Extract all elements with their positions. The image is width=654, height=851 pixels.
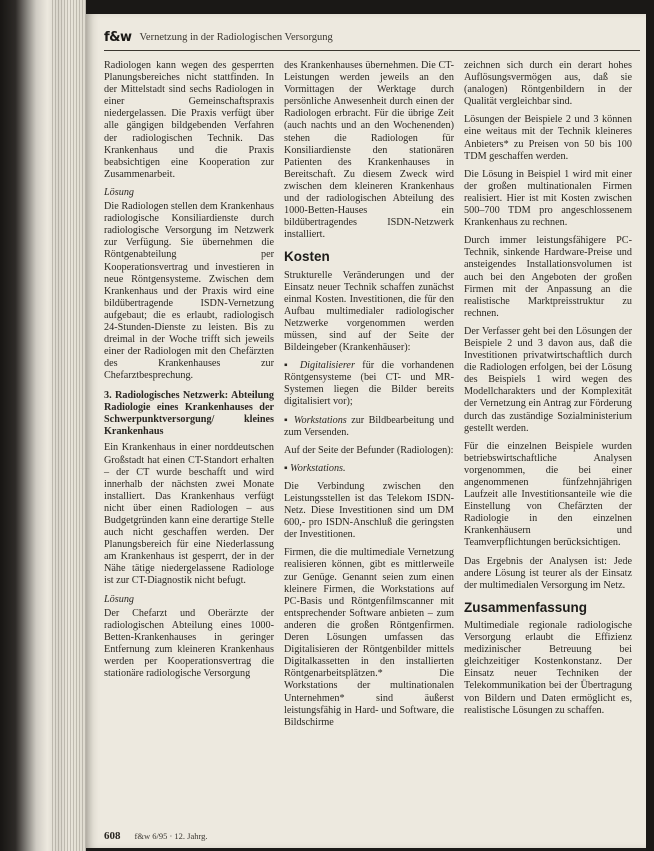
bullet-icon: ▪ [284,414,294,426]
bullet-label: Workstations [293,414,347,426]
bullet-item [284,360,454,408]
paragraph: Die Radiologen stellen dem Krankenhaus radiologische Konsiliardienste durch radiologische Versorgung im Netzwerk zur Verfügung. Sie übernehmen die Röntgenabteilung per Kooperationsvertrag und investieren in neue Röntgensysteme. Zwischen dem Krankenhaus und der Praxis wird eine bildübertragende ISDN-Vernetzung aufgebaut; die es erlaubt, radiologisch 24-Stunden-Dienste zu leisten. Bis zu dreimal in der Woche trifft sich jeweils einer der Radiologen mit den Chefärzten des Krankenhauses zur Chefarztbesprechung. [104,201,274,382]
header-title: Vernetzung in der Radiologischen Versorgung [139,31,333,43]
background-right-edge [646,0,654,851]
paragraph: Ein Krankenhaus in einer norddeutschen Großstadt hat einen CT-Standort erhalten – der CT wurde beschafft und wird innerhalb der nächsten zwei Monate installiert. Das Krankenhaus verfügt nicht über einen Radiologen – aus Budgetgründen kann eine derartige Stelle auch nicht geschaffen werden. Der Planungsbereich für eine Niederlassung am Krankenhaus ist gesperrt, der in der Nähe tätige niedergelassene Radiologe ist zur CT-Diagnostik nicht befugt. [104,442,274,587]
paragraph: Durch immer leistungsfähigere PC-Technik, sinkende Hardware-Preise und ansteigendes Installationsvolumen ist auch bei den Angeboten der großen Firmen mit der Anpassung an die realistische Marktpreisstruktur zu rechnen. [464,235,632,319]
column-1 [104,60,274,686]
page-edges [52,0,88,851]
header-rule [104,50,640,51]
paragraph: Der Chefarzt und Oberärzte der radiologischen Abteilung eines 1000-Betten-Krankenhauses in geringer Entfernung zum kleineren Krankenhaus werden per Kooperationsvertrag die stationäre radiologische Versorgung [104,607,274,680]
column-3 [464,60,632,723]
bullet-icon: ▪ [284,462,291,474]
column-2 [284,60,454,735]
paragraph: Die Verbindung zwischen den Leistungsstellen ist das Telekom ISDN-Netz. Diese Investitionen sind um DM 600,- pro ISDN-Anschluß die geringsten der Investitionen. [284,480,454,541]
footer-journal: f&w 6/95 · 12. Jahrg. [134,831,208,841]
paragraph: Für die einzelnen Beispiele wurden betriebswirtschaftliche Analysen vorgenommen, die bei einer angenommenen fünfzehnjährigen Laufzeit alle Investitionsanteile wie die Einstellung von Chefärzten der Radiologie in den einzelnen Krankenhäusern und Teamverpflichtungen berücksichtigen. [464,440,632,549]
subheading-example-3: 3. Radiologisches Netzwerk: Abteilung Radiologie eines Krankenhauses der Schwerpunktversorgung/ kleines Krankenhaus [104,390,274,438]
paragraph: Auf der Seite der Befunder (Radiologen): [284,444,454,456]
page-number: 608 [104,830,121,842]
paragraph: Multimediale regionale radiologische Versorgung erlaubt die Effizienz medizinischer Betreuung bei gleichzeitiger Kostenkonstanz. Der Einsatz neuer Techniken der Telekommunikation bei der Übertragung von Bildern und Daten ermöglicht es, realistische Lösungen zu schaffen. [464,619,632,716]
background-top-edge [0,0,654,14]
heading-kosten: Kosten [284,249,330,265]
paragraph: Lösungen der Beispiele 2 und 3 können eine weitaus mit der Technik kleineres Anbieters* zu Preisen von 50 bis 100 TDM geschaffen werden. [464,114,632,162]
paragraph: Das Ergebnis der Analysen ist: Jede andere Lösung ist teurer als der Einsatz der multimedialen Versorgung im Netz. [464,555,632,591]
bullet-item [284,463,454,475]
running-header [104,28,640,46]
paragraph: Radiologen kann wegen des gesperrten Planungsbereiches nicht stattfinden. In der Mittelstadt sind sechs Radiologen in einer Gemeinschaftspraxis niedergelassen. Die Praxis verfügt über alle gängigen bildgebenden Verfahren der radiologischen Technik. Das Krankenhaus und die Praxis beabsichtigen eine Kooperation zur Zusammenarbeit. [104,60,274,180]
paragraph: des Krankenhauses übernehmen. Die CT-Leistungen werden jeweils an den Vormittagen der Werktage durch persönliche Anwesenheit durch einen der Radiologen erbracht. Für die übrige Zeit (auch nachts und an den Wochenenden) stehen die Radiologen für Konsiliardienste den stationären Patienten des Krankenhauses in Bereitschaft. Zu diesem Zweck wird zwischen dem kleineren Krankenhaus und der radiologischen Abteilung des 1000-Betten-Hauses ein bildübertragendes ISDN-Netzwerk installiert. [284,60,454,241]
paragraph: Strukturelle Veränderungen und der Einsatz neuer Technik schaffen zunächst einmal Kosten. Investitionen, die für den Aufbau multimedialer radiologischer Netzwerke vorgenommen werden müssen, sind auf der Seite der Bildeingeber (Krankenhäuser): [284,269,454,354]
document-page [86,14,646,848]
journal-logo: f&w [104,29,132,45]
bullet-text: für die vorhandenen Röntgensysteme (bei CT- und MR-Systemen liegen die Bilder bereits digitalisiert vor); [284,360,454,408]
section-label-loesung: Lösung [104,186,135,198]
bullet-label: Digitalisierer [299,360,355,372]
paragraph: Die Lösung in Beispiel 1 wird mit einer der großen multinationalen Firmen realisiert. Hier ist mit Kosten zwischen 500–700 TDM pro angeschlossenem Krankenhaus zu rechnen. [464,168,632,229]
bullet-icon: ▪ [284,360,300,372]
bullet-text: zur Bildbearbeitung und zum Versenden. [284,414,454,438]
paragraph: Firmen, die die multimediale Vernetzung realisieren können, gibt es mittlerweile zur Genüge. Genannt seien zum einen kleinere Firmen, die Workstations auf PC-Basis und Röntgenfilmscanner mit entsprechender Software anbieten – zum anderen die großen Röntgenfirmen. Deren Lösungen umfassen das Digitalisieren der Röntgenbilder mittels Digitalkassetten in den installierten Röntgenarbeitsplätzen.* Die Workstations der multinationalen Unternehmen* sind äußerst leistungsfähig in Hard- und Software, die Bildschirme [284,547,454,728]
bullet-label: Workstations. [290,462,346,474]
paragraph: zeichnen sich durch ein derart hohes Auflösungsvermögen aus, daß sie (analogen) Röntgenbildern in der Qualität vergleichbar sind. [464,60,632,108]
bullet-item [284,415,454,439]
page-footer [104,830,208,842]
paragraph: Der Verfasser geht bei den Lösungen der Beispiele 2 und 3 davon aus, daß die Investitionen privatwirtschaftlich durch die Radiologen erfolgen, bei der Lösung des Beispiels 1 wird wegen des Modellcharakters und der Komplexität der Vernetzung ein Antrag zur Förderung durch das zuständige Sozialministerium gestellt werden. [464,325,632,434]
section-label-loesung: Lösung [104,593,135,605]
heading-zusammenfassung: Zusammenfassung [464,599,588,615]
